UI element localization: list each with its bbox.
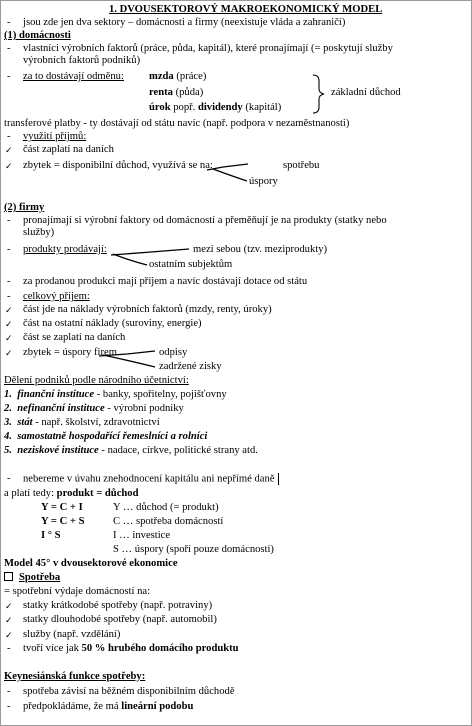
division-row-5: 5. neziskové instituce - nadace, církve, politické strany atd. [4, 445, 258, 456]
text-cursor [278, 473, 279, 485]
reward-urok: úrok popř. dividendy (kapitál) [149, 102, 282, 113]
firms-item1: pronajímají si výrobní faktory od domácností a přeměňují je na produkty (statky nebo [23, 215, 387, 226]
equation-3: I ° S [41, 530, 61, 541]
brace-icon [313, 75, 324, 113]
sell-label: produkty prodávají: [23, 244, 107, 255]
firms-item1-cont: služby) [23, 227, 55, 238]
checkmark-icon: ✓ [5, 333, 13, 343]
rest-part: zbytek = disponibilní důchod, využívá se na: [23, 160, 213, 171]
checkbox-icon [4, 572, 13, 581]
def-y: Y … důchod (= produkt) [113, 502, 219, 513]
holds-line: a platí tedy: produkt = důchod [4, 488, 139, 499]
def-i: I … investice [113, 530, 171, 541]
equation-2: Y = C + S [41, 516, 85, 527]
checkmark-icon: ✓ [5, 615, 13, 625]
def-s: S … úspory (spoří pouze domácnosti) [113, 544, 274, 555]
between-label: mezi sebou (tzv. meziprodukty) [193, 244, 328, 255]
consumption-c4: tvoří více jak 50 % hrubého domácího produktu [23, 643, 239, 654]
firms-part2: část na ostatní náklady (suroviny, energie) [23, 318, 202, 329]
total-income: celkový příjem: [23, 291, 90, 302]
tax-part: část zaplatí na daních [23, 144, 114, 155]
arrow-to-uspory-icon [213, 169, 247, 181]
firms-heading: (2) firmy [4, 202, 45, 213]
def-c: C … spotřeba domácností [113, 516, 224, 527]
division-row-1: 1. finanční instituce - banky, spořitelny, pojišťovny [4, 389, 227, 400]
no-depreciation: nebereme v úvahu znehodnocení kapitálu ani nepřímé daně [23, 473, 279, 486]
firms-income: za prodanou produkci mají příjem a navíc dostávají dotace od státu [23, 276, 308, 287]
checkmark-icon: ✓ [5, 305, 13, 315]
spotreba-label: spotřebu [283, 160, 320, 171]
checkmark-icon: ✓ [5, 348, 13, 358]
consumption-c3: služby (např. vzdělání) [23, 629, 121, 640]
consumption-c1: statky krátkodobé spotřeby (např. potraviny) [23, 600, 213, 611]
zisky-label: zadržené zisky [159, 361, 222, 372]
basic-income: základní důchod [331, 87, 401, 98]
consumption-heading: Spotřeba [4, 572, 60, 584]
checkmark-icon: ✓ [5, 319, 13, 329]
checkmark-icon: ✓ [5, 145, 13, 155]
equation-1: Y = C + I [41, 502, 83, 513]
checkmark-icon: ✓ [5, 161, 13, 171]
keynes-heading: Keynesiánská funkce spotřeby: [4, 671, 146, 682]
division-row-2: 2. nefinanční instituce - výrobní podniky [4, 403, 184, 414]
others-label: ostatním subjektům [149, 259, 233, 270]
households-item1: vlastníci výrobních faktorů (práce, půda, kapitál), které pronajímají (= poskytují služby [23, 43, 393, 54]
use-income: využití příjmů: [23, 131, 87, 142]
page-title: 1. DVOUSEKTOROVÝ MAKROEKONOMICKÝ MODEL [109, 4, 383, 15]
consumption-def: = spotřební výdaje domácností na: [4, 586, 151, 597]
division-row-3: 3. stát - např. školství, zdravotnictví [4, 417, 160, 428]
transfer-payments: transferové platby - ty dostávají od státu navíc (např. podpora v nezaměstnanosti) [4, 118, 350, 129]
firms-part1: část jde na náklady výrobních faktorů (mzdy, renty, úroky) [23, 304, 272, 315]
keynes-item1: spotřeba závisí na běžném disponibilním důchodě [23, 686, 235, 697]
arrow-to-spotreba-icon [207, 164, 248, 170]
households-heading: (1) domácnosti [4, 30, 71, 41]
firms-part4: zbytek = úspory firem [23, 347, 117, 358]
checkmark-icon: ✓ [5, 630, 13, 640]
division-heading: Dělení podniků podle národního účetnictví: [4, 375, 189, 386]
arrow-to-others-icon [113, 254, 147, 265]
firms-part3: část se zaplatí na daních [23, 332, 126, 343]
intro-text: jsou zde jen dva sektory – domácnosti a firmy (neexistuje vláda a zahraničí) [23, 17, 346, 28]
document-page: 1. DVOUSEKTOROVÝ MAKROEKONOMICKÝ MODEL - jsou zde jen dva sektory – domácnosti a firmy (neexistuje vláda a zahraničí) (1) domácnosti - vlastníci výrobních faktorů (práce, půda, kapitál), které pronajímají (= poskytují služby výrobních faktorů podniků) - za to dostávají odměnu: mzda (práce) renta (půda) úrok popř. dividendy (kapitál) základní důchod transferové platby - ty dostávají od státu navíc (např. podpora v nezaměstnanosti) - využití příjmů: ✓ část zaplatí na daních ✓ zbytek = disponibilní důchod, využívá se na: spotřebu úspory (2) firmy - pronajímají si výrobní faktory od domácností a přeměňují je na produkty (statky nebo služby) - produkty prodávají: mezi sebou (tzv. meziprodukty) ostatním subjektům - za prodanou produkci mají příjem a navíc dostávají dotace od státu - celkový příjem: ✓ část jde na náklady výrobních faktorů (mzdy, renty, úroky) ✓ část na ostatní náklady (suroviny, energie) ✓ část se zaplatí na daních ✓ zbytek = úspory firem odpisy zadržené zisky Dělení podniků podle národního účetnictví: 1. finanční instituce - banky, spořitelny, pojišťovny 2. nefinanční instituce - výrobní podniky 3. stát - např. školství, zdravotnictví 4. samostatně hospodařící řemeslníci a rolníci 5. neziskové instituce - nadace, církve, politické strany atd. - nebereme v úvahu znehodnocení kapitálu ani nepřímé daně a platí tedy: produkt = důchod Y = C + I Y = C + S I ° S Y … důchod (= produkt) C … spotřeba domácností I … investice S … úspory (spoří pouze domácnosti) Model 45° v dvousektorové ekonomice Spotřeba = spotřební výdaje domácností na: ✓ statky krátkodobé spotřeby (např. potraviny) ✓ statky dlouhodobé spotřeby (např. automobil) ✓ služby (např. vzdělání) - tvoří více jak 50 % hrubého domácího produktu Keynesiánská funkce spotřeby: - spotřeba závisí na běžném disponibilním důchodě - předpokládáme, že má lineární podobu [0, 0, 472, 726]
checkmark-icon: ✓ [5, 601, 13, 611]
consumption-c2: statky dlouhodobé spotřeby (např. automobil) [23, 614, 217, 625]
uspory-label: úspory [249, 176, 278, 187]
odpisy-label: odpisy [159, 347, 188, 358]
model-45-heading: Model 45° v dvousektorové ekonomice [4, 558, 178, 569]
households-item1-cont: výrobních faktorů podniků) [23, 55, 141, 66]
reward-mzda: mzda (práce) [149, 71, 207, 82]
reward-label: za to dostávají odměnu: [23, 71, 124, 82]
reward-renta: renta (půda) [149, 87, 204, 98]
arrow-to-between-icon [111, 249, 189, 255]
division-row-4: 4. samostatně hospodařící řemeslníci a rolníci [4, 431, 208, 442]
keynes-item2: předpokládáme, že má lineární podobu [23, 701, 194, 712]
